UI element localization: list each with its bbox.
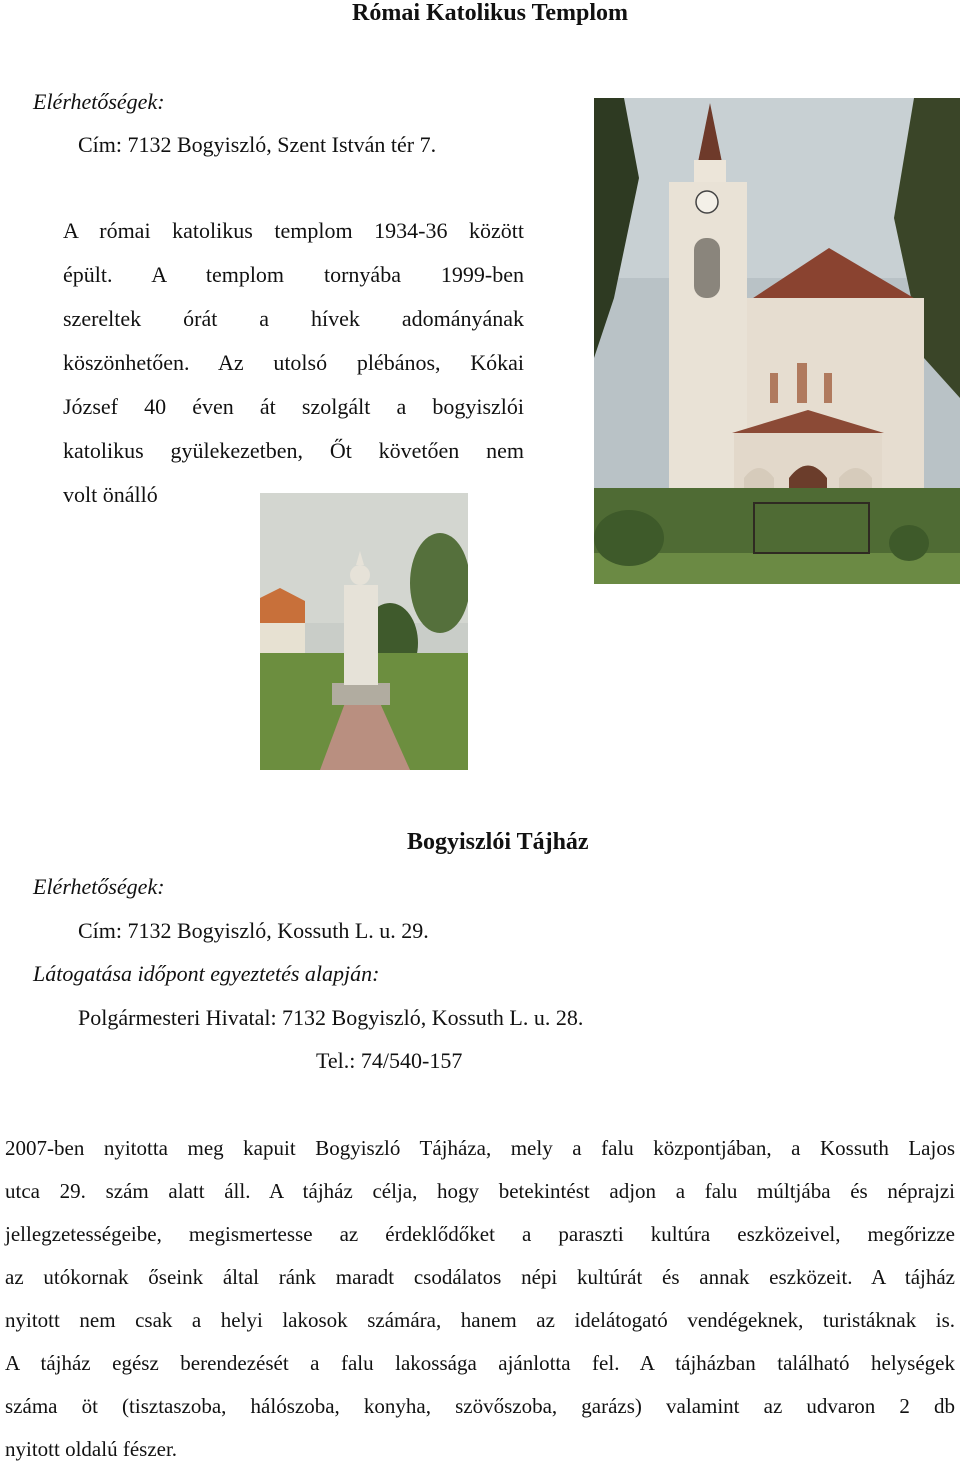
church-line: szereltek órát a hívek adományának	[63, 306, 524, 331]
tajhaz-description	[5, 1127, 955, 1471]
church-description	[63, 209, 524, 517]
church-line: A római katolikus templom 1934-36 között	[63, 218, 524, 243]
tajhaz-line: utca 29. szám alatt áll. A tájház célja, hogy betekintést adjon a falu múltjába és néprajzi	[5, 1179, 955, 1203]
church-photo	[594, 98, 960, 584]
church-line: katolikus gyülekezetben, Őt követően nem	[63, 438, 524, 463]
church-contacts-label: Elérhetőségek:	[33, 89, 165, 114]
church-address: Cím: 7132 Bogyiszló, Szent István tér 7.	[78, 132, 437, 157]
tajhaz-visit-label: Látogatása időpont egyeztetés alapján:	[33, 961, 380, 986]
tajhaz-office: Polgármesteri Hivatal: 7132 Bogyiszló, Kossuth L. u. 28.	[78, 1005, 584, 1030]
church-line: József 40 éven át szolgált a bogyiszlói	[63, 394, 524, 419]
tajhaz-line: nyitott nem csak a helyi lakosok számára, hanem az idelátogató vendégeknek, turistáknak is.	[5, 1308, 955, 1332]
statue-photo	[260, 493, 468, 770]
tajhaz-contacts-label: Elérhetőségek:	[33, 874, 165, 899]
church-line: volt önálló	[63, 482, 158, 507]
tajhaz-line: száma öt (tisztaszoba, hálószoba, konyha, szövőszoba, garázs) valamint az udvaron 2 db	[5, 1394, 955, 1418]
tajhaz-line: 2007-ben nyitotta meg kapuit Bogyiszló Tájháza, mely a falu központjában, a Kossuth Lajos	[5, 1136, 955, 1160]
church-line: köszönhetően. Az utolsó plébános, Kókai	[63, 350, 524, 375]
tajhaz-line: az utókornak őseink által ránk maradt csodálatos népi kultúrát és annak eszközeit. A tájház	[5, 1265, 955, 1289]
tajhaz-line: A tájház egész berendezését a falu lakossága ajánlotta fel. A tájházban található helységek	[5, 1351, 955, 1375]
tajhaz-line: nyitott oldalú fészer.	[5, 1437, 178, 1461]
tajhaz-line: jellegzetességeibe, megismertesse az érdeklődőket a paraszti kultúra eszközeivel, megőrizze	[5, 1222, 955, 1246]
tajhaz-title: Bogyiszlói Tájház	[407, 829, 589, 855]
tajhaz-address: Cím: 7132 Bogyiszló, Kossuth L. u. 29.	[78, 918, 429, 943]
church-line: épült. A templom tornyába 1999-ben	[63, 262, 524, 287]
tajhaz-phone: Tel.: 74/540-157	[316, 1048, 463, 1073]
church-title: Római Katolikus Templom	[352, 0, 629, 26]
